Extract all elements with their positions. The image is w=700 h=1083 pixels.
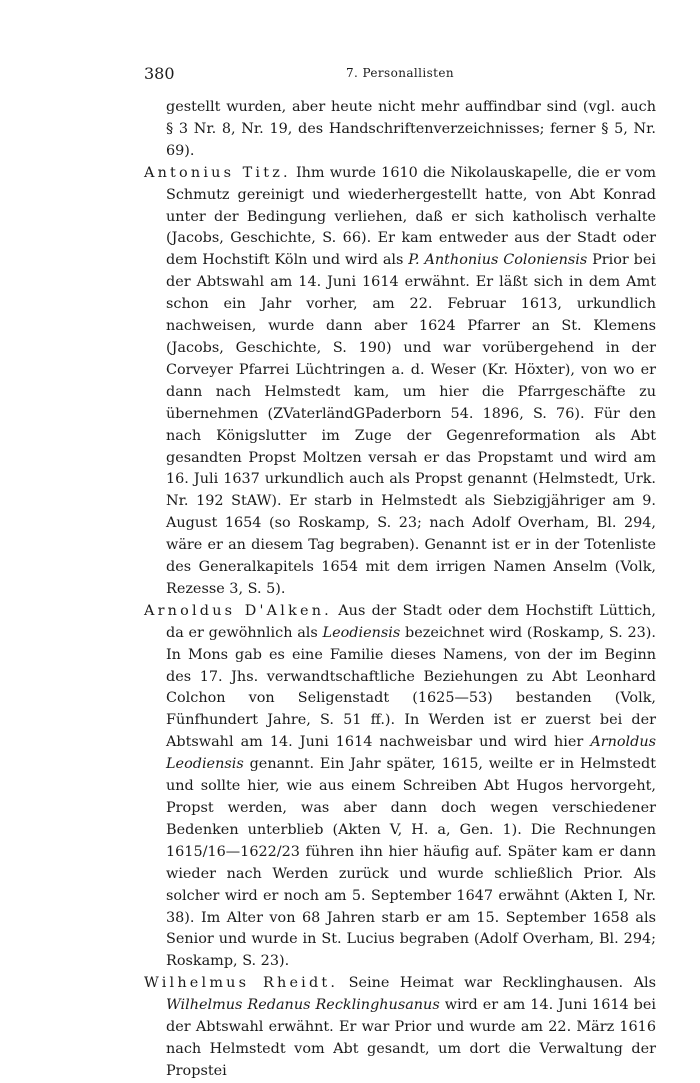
continuation-text: gestellt wurden, aber heute nicht mehr auffindbar sind (vgl. auch § 3 Nr. 8, Nr. 19, des Handschriftenverzeichnisses; ferner § 5, Nr. 69).: [166, 99, 656, 159]
page-number: 380: [144, 64, 175, 83]
entry-text: Seine Heimat war Recklinghausen. Als: [338, 975, 656, 992]
entry-name-rheidt: Wilhelmus Rheidt.: [144, 975, 339, 992]
entry-text: wird er am 14. Juni 1614 bei der Abtswahl erwähnt. Er war Prior und wurde am 22. März 1616 nach Helmstedt vom Abt gesandt, um dort die Verwaltung der Propstei: [166, 997, 656, 1079]
entry-text: bezeichnet wird (Roskamp, S. 23). In Mons gab es eine Familie dieses Namens, von der im Beginn des 17. Jhs. verwandtschaftliche Beziehungen zu Abt Leonhard Colchon von Seligenstadt (1625—53) bestanden (Volk, Fünfhundert Jahre, S. 51 ff.). In Werden ist er zuerst bei der Abtswahl am 14. Juni 1614 nachweisbar und wird hier: [166, 624, 656, 751]
entry-name-dalken: Arnoldus D'Alken.: [144, 602, 332, 619]
entry-text: genannt. Ein Jahr später, 1615, weilte er in Helmstedt und sollte hier, wie aus einem Schreiben Abt Hugos hervorgeht, Propst werden, was aber dann doch wegen verschiedener Bedenken unterblieb (Akten V, H. a, Gen. 1). Die Rechnungen 1615/16—1622/23 führen ihn hier häufig auf. Später kam er dann wieder nach Werden zurück und wurde schließlich Prior. Als solcher wird er noch am 5. September 1647 erwähnt (Akten I, Nr. 38). Im Alter von 68 Jahren starb er am 15. September 1658 als Senior und wurde in St. Lucius begraben (Adolf Overham, Bl. 294; Roskamp, S. 23).: [166, 756, 656, 970]
italic-latin-name: Wilhelmus Redanus Recklinghusanus: [166, 997, 440, 1014]
entry-titz: [144, 163, 656, 601]
italic-latin-name: Arnoldus Leodiensis: [166, 734, 656, 773]
entry-text: Aus der Stadt oder dem Hochstift Lüttich, da er gewöhnlich als: [166, 602, 657, 641]
entry-text: Prior bei der Abtswahl am 14. Juni 1614 erwähnt. Er läßt sich in dem Amt schon ein Jahr vorher, am 22. Februar 1613, urkundlich nachweisen, wurde dann aber 1624 Pfarrer an St. Klemens (Jacobs, Geschichte, S. 190) und war vorübergehend in der Corveyer Pfarrei Lüchtringen a. d. Weser (Kr. Höxter), von wo er dann nach Helmstedt kam, um hier die Pfarrgeschäfte zu übernehmen (ZVaterländGPaderborn 54. 1896, S. 76). Für den nach Königslutter im Zuge der Gegenreformation als Abt gesandten Propst Moltzen versah er das Propstamt und wird am 16. Juli 1637 urkundlich auch als Propst genannt (Helmstedt, Urk. Nr. 192 StAW). Er starb in Helmstedt als Siebzigjähriger am 9. August 1654 (so Roskamp, S. 23; nach Adolf Overham, Bl. 294, wäre er an diesem Tag begraben). Genannt ist er in der Totenliste des Generalkapitels 1654 mit dem irrigen Namen Anselm (Volk, Rezesse 3, S. 5).: [166, 252, 657, 597]
running-head: 7. Personallisten: [345, 66, 455, 80]
entry-dalken: [144, 601, 656, 973]
page-header: [144, 64, 656, 86]
italic-latin-name: Leodiensis: [322, 624, 401, 641]
body-text: [144, 97, 656, 1083]
entry-rheidt: [144, 973, 656, 1083]
entry-name-titz: Antonius Titz.: [144, 164, 291, 181]
continuation-paragraph: [144, 97, 656, 163]
entry-text: Ihm wurde 1610 die Nikolauskapelle, die er vom Schmutz gereinigt und wiederhergestellt hatte, von Abt Konrad unter der Bedingung verliehen, daß er sich katholisch verhalte (Jacobs, Geschichte, S. 66). Er kam entweder aus der Stadt oder dem Hochstift Köln und wird als: [166, 164, 656, 269]
italic-latin-name: P. Anthonius Coloniensis: [408, 252, 588, 269]
